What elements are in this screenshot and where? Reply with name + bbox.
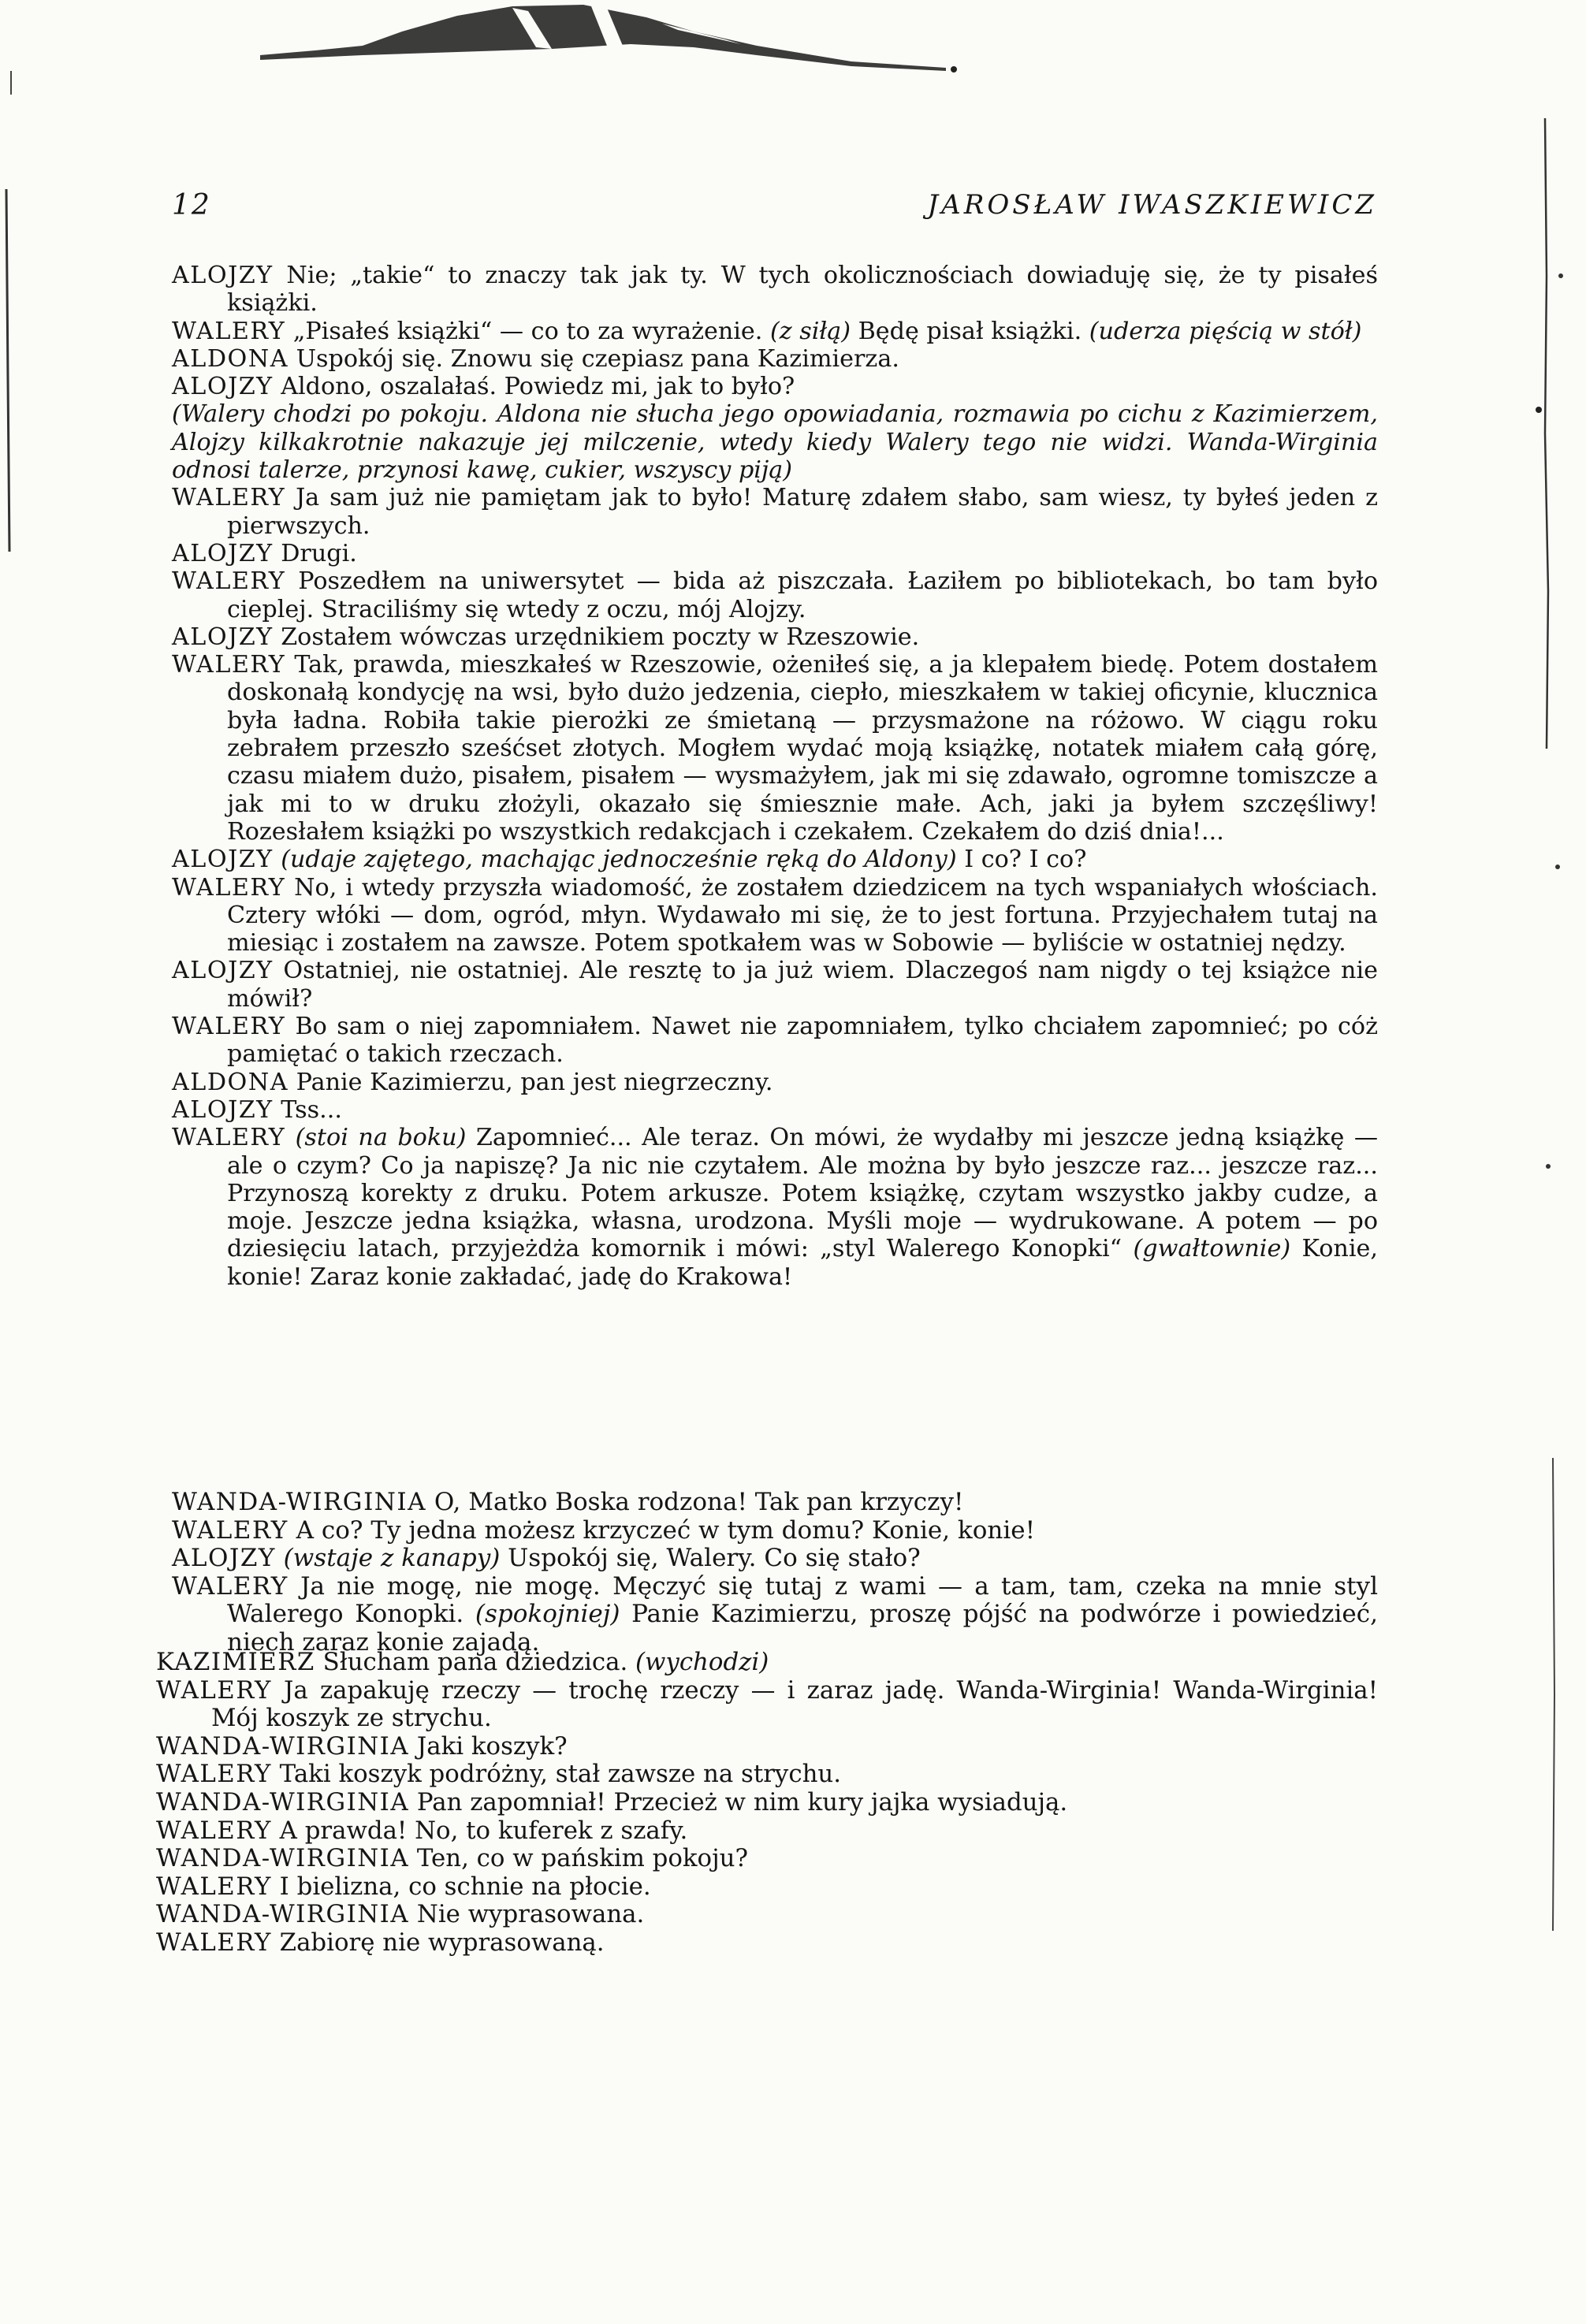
- dialogue-line: WALERY Ja sam już nie pamiętam jak to było! Maturę zdałem słabo, sam wiesz, ty byłeś jeden z pierwszych.: [172, 484, 1378, 540]
- dialogue-line: WALERY „Pisałeś książki“ — co to za wyrażenie. (z siłą) Będę pisał książki. (uderza pięścią w stół): [172, 317, 1362, 345]
- dialogue-line: WALERY Tak, prawda, mieszkałeś w Rzeszowie, ożeniłeś się, a ja klepałem biedę. Potem dostałem doskonałą kondycję na wsi, było dużo jedzenia, ciepło, mieszkałem w takiej oficynie, klucznica była ładna. Robiła takie pierożki ze śmietaną — przysmażone na różowo. W ciągu roku zebrałem przeszło sześćset złotych. Mogłem wydać moją książkę, notatek miałem całą górę, czasu miałem dużo, pisałem, pisałem — wysmażyłem, jak mi się zdawało, ogromne tomiszcze a jak mi to w druku złożyli, okazało się śmiesznie małe. Ach, jaki ja byłem szczęśliwy! Rozesłałem książki po wszystkich redakcjach i czekałem. Czekałem do dziś dnia!...: [172, 651, 1378, 846]
- dialogue-line: ALOJZY Drugi.: [172, 539, 357, 567]
- dialogue-line: ALOJZY Aldono, oszalałaś. Powiedz mi, jak to było?: [172, 373, 795, 401]
- dialogue-block-3: [156, 1649, 1378, 1958]
- dialogue-line: WALERY Ja nie mogę, nie mogę. Męczyć się tutaj z wami — a tam, tam, czeka na mnie styl Walerego Konopki. (spokojniej) Panie Kazimierzu, proszę pójść na podwórze i powiedzieć, niech zaraz konie zajadą.: [172, 1571, 1378, 1657]
- stage-direction: (Walery chodzi po pokoju. Aldona nie słucha jego opowiadania, rozmawia po cichu z Kazimierzem, Alojzy kilkakrotnie nakazuje jej milczenie, wtedy kiedy Walery tego nie widzi. Wanda-Wirginia odnosi talerze, przynosi kawę, cukier, wszyscy piją): [172, 400, 1378, 485]
- dialogue-line: KAZIMIERZ Słucham pana dziedzica. (wychodzi): [156, 1648, 769, 1676]
- dialogue-line: WALERY I bielizna, co schnie na płocie.: [156, 1872, 651, 1901]
- dialogue-line: ALOJZY (udaje zajętego, machając jednocześnie ręką do Aldony) I co? I co?: [172, 846, 1087, 874]
- dialogue-line: ALOJZY Nie; „takie“ to znaczy tak jak ty. W tych okolicznościach dowiaduję się, że ty pisałeś książki.: [172, 262, 1378, 318]
- dialogue-line: WALERY (stoi na boku) Zapomnieć... Ale teraz. On mówi, że wydałby mi jeszcze jedną książkę — ale o czym? Co ja napiszę? Ja nic nie czytałem. Ale można by było jeszcze raz... jeszcze raz... Przynoszą korekty z druku. Potem arkusze. Potem książkę, czytam wszystko jakby cudze, a moje. Jeszcze jedna książka, własna, urodzona. Myśli moje — wydrukowane. A potem — po dziesięciu latach, przyjeżdża komornik i mówi: „styl Walerego Konopki“ (gwałtownie) Konie, konie! Zaraz konie zakładać, jadę do Krakowa!: [172, 1124, 1379, 1291]
- dialogue-line: WALERY Bo sam o niej zapomniałem. Nawet nie zapomniałem, tylko chciałem zapomnieć; po cóż pamiętać o takich rzeczach.: [172, 1013, 1378, 1069]
- dialogue-line: WANDA-WIRGINIA Nie wyprasowana.: [156, 1900, 645, 1929]
- dialogue-line: ALDONA Uspokój się. Znowu się czepiasz pana Kazimierza.: [172, 344, 899, 373]
- print-smudge-decoration: [252, 0, 962, 87]
- page-header: [172, 189, 1377, 227]
- dialogue-line: WANDA-WIRGINIA Pan zapomniał! Przecież w nim kury jajka wysiadują.: [156, 1787, 1068, 1816]
- dialogue-line: ALOJZY Tss...: [172, 1095, 342, 1124]
- dialogue-line: WALERY Ja zapakuję rzeczy — trochę rzeczy — i zaraz jadę. Wanda-Wirginia! Wanda-Wirginia! Mój koszyk ze strychu.: [156, 1675, 1378, 1733]
- dialogue-line: ALOJZY Ostatniej, nie ostatniej. Ale resztę to ja już wiem. Dlaczegoś nam nigdy o tej książce nie mówił?: [172, 957, 1378, 1013]
- dialogue-line: ALOJZY (wstaje z kanapy) Uspokój się, Walery. Co się stało?: [172, 1544, 921, 1573]
- right-margin-marks-decoration: [1529, 118, 1577, 2246]
- dialogue-block-2: [172, 1489, 1378, 1657]
- dialogue-line: WANDA-WIRGINIA Ten, co w pańskim pokoju?: [156, 1844, 748, 1873]
- dialogue-line: WANDA-WIRGINIA O, Matko Boska rodzona! Tak pan krzyczy!: [172, 1488, 964, 1516]
- running-head: JAROSŁAW IWASZKIEWICZ: [927, 189, 1377, 221]
- margin-mark-decoration: [0, 47, 24, 552]
- dialogue-block-1: [172, 262, 1378, 1291]
- dialogue-line: WANDA-WIRGINIA Jaki koszyk?: [156, 1731, 568, 1761]
- dialogue-line: WALERY No, i wtedy przyszła wiadomość, że zostałem dziedzicem na tych wspaniałych włościach. Cztery włóki — dom, ogród, młyn. Wydawało mi się, że to jest fortuna. Przyjechałem tutaj na miesiąc i zostałem na zawsze. Potem spotkałem was w Sobowie — byliście w ostatniej nędzy.: [172, 873, 1378, 957]
- dialogue-line: WALERY Poszedłem na uniwersytet — bida aż piszczała. Łaziłem po bibliotekach, bo tam było cieplej. Straciliśmy się wtedy z oczu, mój Alojzy.: [172, 567, 1378, 623]
- dialogue-line: WALERY Zabiorę nie wyprasowaną.: [156, 1928, 605, 1957]
- dialogue-line: WALERY Taki koszyk podróżny, stał zawsze na strychu.: [156, 1760, 842, 1789]
- dialogue-line: ALDONA Panie Kazimierzu, pan jest niegrzeczny.: [172, 1068, 773, 1096]
- dialogue-line: WALERY A co? Ty jedna możesz krzyczeć w tym domu? Konie, konie!: [172, 1515, 1036, 1545]
- dialogue-line: WALERY A prawda! No, to kuferek z szafy.: [156, 1816, 688, 1845]
- dialogue-line: ALOJZY Zostałem wówczas urzędnikiem poczty w Rzeszowie.: [172, 623, 920, 651]
- page-number: 12: [172, 189, 211, 221]
